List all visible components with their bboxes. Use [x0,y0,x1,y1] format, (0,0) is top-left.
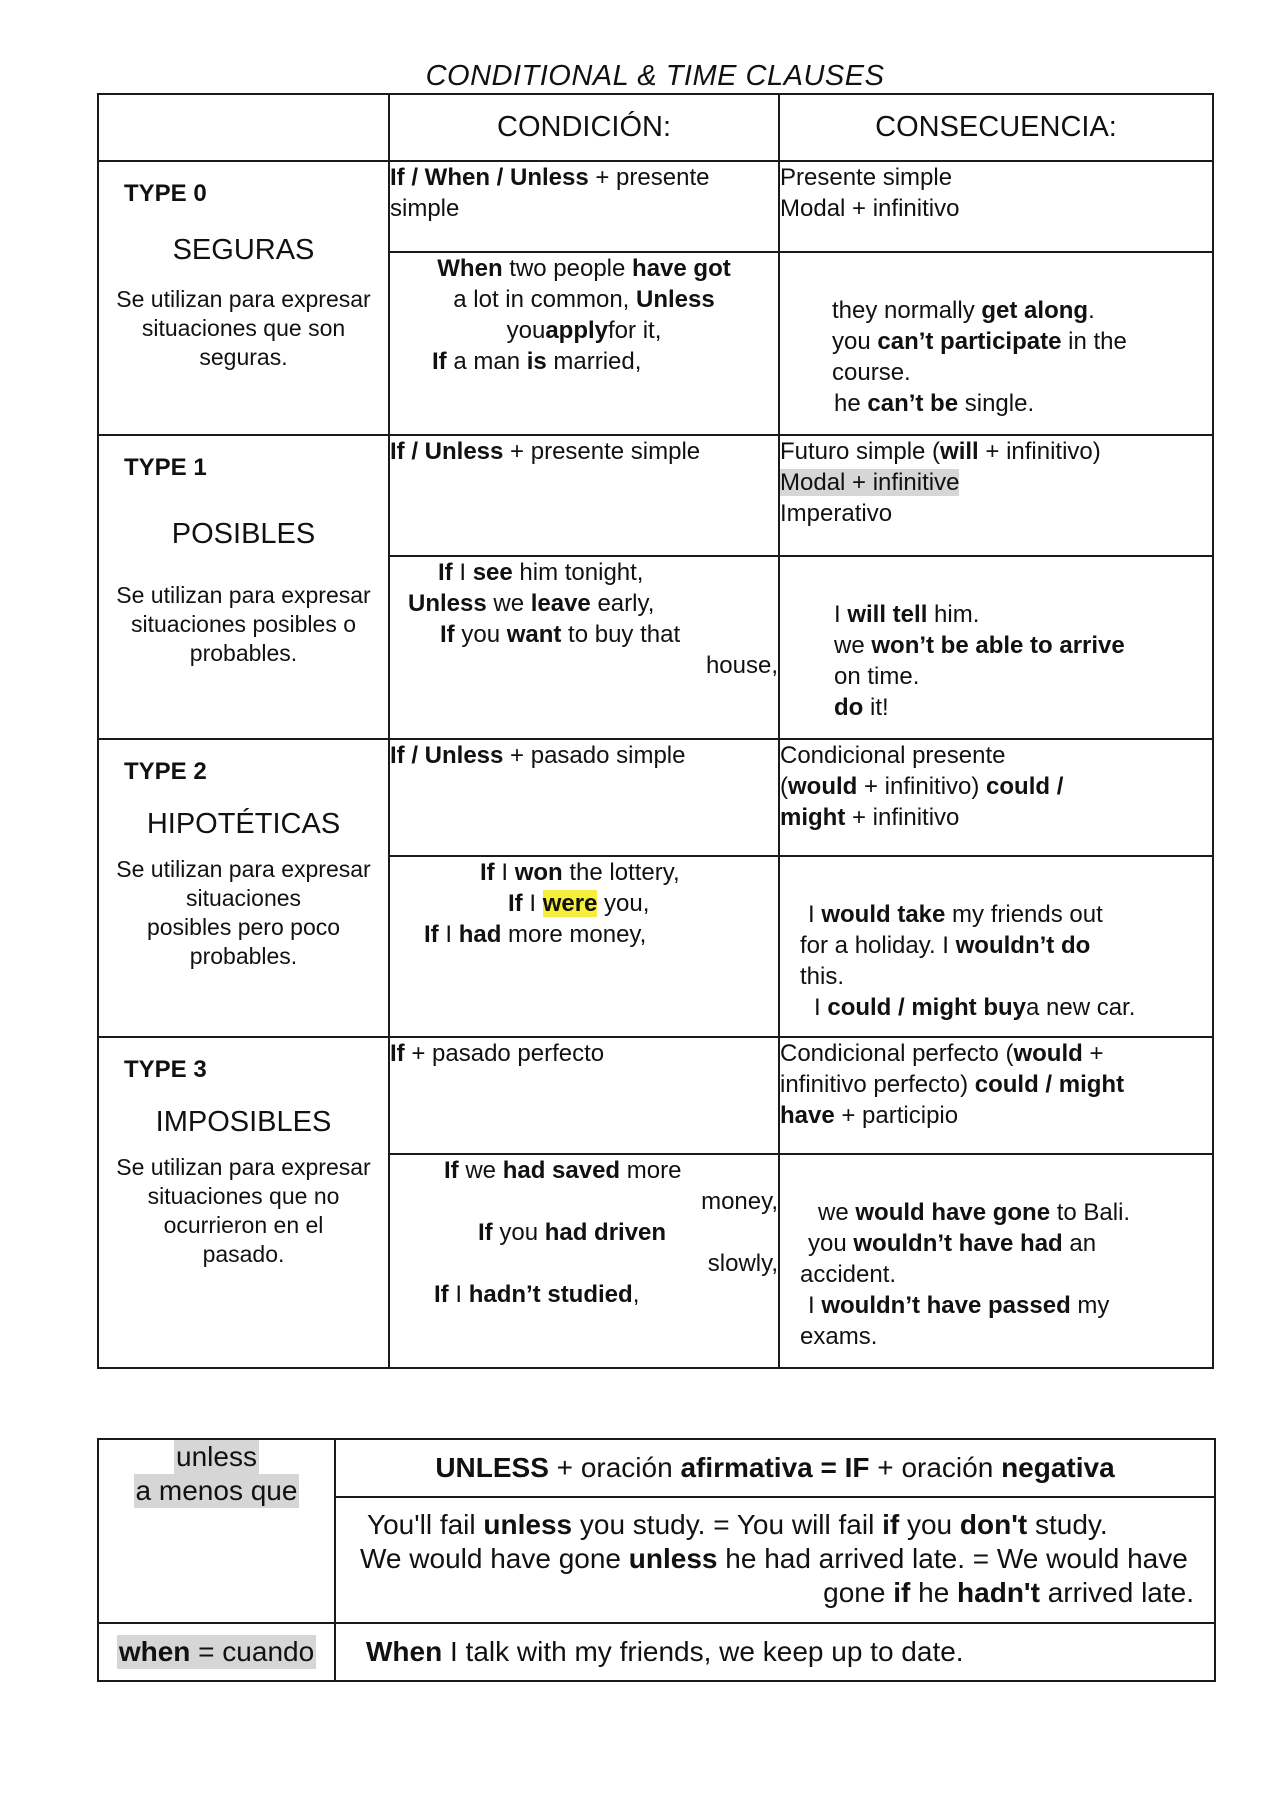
text-run: you study. = You will fail [572,1509,883,1540]
text-run: course. [832,359,911,386]
text-run: If [478,1219,493,1246]
text-run: afirmativa = IF [680,1452,870,1483]
condition-examples [389,856,779,1037]
text-run: more money, [501,921,647,948]
text-line [390,193,778,224]
desc-line: Se utilizan para expresar [116,286,371,312]
text-line [780,162,1212,193]
desc-line: posibles pero poco [146,914,341,940]
type3-cell [98,1037,389,1368]
example-line [336,1576,1194,1610]
text-run: . [1088,297,1095,324]
when-label [117,1635,316,1669]
text-run: to buy that [561,621,681,648]
text-run: Futuro simple ( [780,438,941,465]
unless-rule [335,1439,1215,1497]
condition-rule [389,161,779,252]
text-line [780,771,1212,802]
unless-rule-row [98,1439,1215,1497]
text-run: he [834,390,868,417]
text-run: unless [483,1509,573,1540]
text-line [390,162,778,193]
type-description [99,285,388,372]
text-run: have [780,1102,835,1129]
text-run: + pasado simple [503,742,686,769]
example-line [780,357,1212,388]
example-line [780,630,1212,661]
text-run: I [834,601,848,628]
when-word: when [118,1636,191,1667]
example-line [800,1228,1212,1259]
text-run: him tonight, [512,559,644,586]
text-run: Presente simple [780,164,953,191]
example-line [800,1321,1212,1352]
text-run: wouldn’t do [955,932,1091,959]
unless-examples [335,1497,1215,1623]
text-line [390,1038,778,1069]
example-line [390,1186,778,1217]
text-run: accident. [800,1261,897,1288]
unless-meaning: a menos que [135,1475,298,1506]
text-run: infinitivo perfecto) [780,1071,975,1098]
text-run: would [788,773,858,800]
header-row [98,94,1213,161]
example-line [780,388,1212,419]
text-run: If / Unless [390,438,504,465]
text-run: ( [780,773,788,800]
text-line [780,1100,1212,1131]
example-line [390,919,778,950]
desc-line: seguras. [199,344,288,370]
text-run: had driven [544,1219,667,1246]
text-run: you [899,1509,960,1540]
text-run: slowly, [707,1250,778,1277]
text-run: for a holiday. I [800,932,956,959]
text-run: an [1062,1230,1097,1257]
consequence-rule [779,161,1213,252]
text-run: this. [800,963,845,990]
consequence-rule [779,1037,1213,1154]
text-run: do [834,694,864,721]
condition-rule [389,739,779,856]
type2-cell [98,739,389,1037]
text-run: Unless [408,590,487,617]
text-run: + oración [548,1452,681,1483]
text-run: would [1013,1040,1083,1067]
text-run: a man [446,348,527,375]
header-empty-cell [98,94,389,161]
text-run: we [834,632,872,659]
text-run: a lot in common, [453,286,637,313]
condition-examples [389,556,779,739]
text-run: If [432,348,447,375]
text-run: see [472,559,513,586]
text-run: to Bali. [1050,1199,1131,1226]
when-row [98,1623,1215,1681]
type-label: TYPE 1 [124,454,207,481]
type-name: POSIBLES [171,518,316,550]
example-line [800,992,1212,1023]
condition-examples [389,1154,779,1368]
text-run: on time. [834,663,920,690]
example-line [780,295,1212,326]
example-line [390,619,778,650]
text-run: is [526,348,547,375]
type-name: SEGURAS [172,234,315,266]
desc-line: situaciones posibles o [130,611,357,637]
desc-line: Se utilizan para expresar [116,856,371,882]
text-run: + oración [869,1452,1002,1483]
text-run: you [454,621,507,648]
text-run: he had arrived late. = We would have [717,1543,1188,1574]
example-line [390,1279,778,1310]
text-run: get along [981,297,1089,324]
text-run: Imperativo [780,500,893,527]
desc-line: pasado. [202,1241,285,1267]
text-run: gone [823,1577,894,1608]
text-run: for it, [608,317,662,344]
when-meaning: = cuando [190,1636,315,1667]
text-run: you [808,1230,854,1257]
text-line [780,740,1212,771]
example-line [390,857,778,888]
type3-rule-row [98,1037,1213,1154]
text-run: have got [632,255,731,282]
example-line [336,1508,1194,1542]
text-run: were [542,890,598,917]
text-run: unless [628,1543,718,1574]
example-line [800,1259,1212,1290]
example-line [780,661,1212,692]
text-run: we [818,1199,856,1226]
text-run: don't [959,1509,1028,1540]
type-description [99,1153,388,1269]
text-run: I [808,901,822,928]
text-run: him. [927,601,980,628]
text-run: two people [502,255,633,282]
text-run: you [492,1219,545,1246]
desc-line: situaciones [185,885,302,911]
example-line [800,930,1212,961]
text-run: + presente simple [503,438,701,465]
text-run: money, [701,1188,778,1215]
type0-cell [98,161,389,435]
text-line [390,436,778,467]
condition-rule [389,1037,779,1154]
consequence-examples [779,1154,1213,1368]
text-run: had [458,921,502,948]
type1-rule-row [98,435,1213,556]
text-run: house, [705,652,778,679]
text-run: If / When / Unless [390,164,589,191]
type-description [99,855,388,971]
example-line [390,1155,778,1186]
text-run: I [522,890,543,917]
text-line [780,1069,1212,1100]
text-run: you [832,328,878,355]
text-run: you, [597,890,650,917]
text-run: If / Unless [390,742,504,769]
example-line [390,650,778,681]
text-run: will [940,438,979,465]
text-run: negativa [1001,1452,1115,1483]
text-run: can’t be [867,390,959,417]
type-name: IMPOSIBLES [155,1106,332,1138]
text-run: If [424,921,439,948]
text-line [780,436,1212,467]
text-run: hadn’t studied [468,1281,633,1308]
consequence-examples [779,556,1213,739]
example-line [390,588,778,619]
text-run: apply [545,317,609,344]
text-run: we [458,1157,503,1184]
example-line [390,315,778,346]
text-run: my [1070,1292,1110,1319]
text-run: a new car. [1026,994,1136,1021]
text-line [780,802,1212,833]
text-run: single. [958,390,1035,417]
text-run: You'll fail [367,1509,484,1540]
text-run: you [506,317,546,344]
desc-line: situaciones que no [147,1183,340,1209]
example-line [800,1197,1212,1228]
example-line [800,961,1212,992]
text-run: If [438,559,453,586]
text-run: they normally [832,297,982,324]
text-line [780,498,1212,529]
type-label: TYPE 0 [124,180,207,207]
text-run: study. [1027,1509,1108,1540]
text-run: my friends out [945,901,1103,928]
text-run: We would have gone [360,1543,629,1574]
text-run: If [434,1281,449,1308]
example-line [390,346,778,377]
example-line [390,1217,778,1248]
type-name: HIPOTÉTICAS [146,808,341,840]
example-line [390,253,778,284]
example-line [390,284,778,315]
text-run: it! [863,694,889,721]
unless-when-table [97,1438,1216,1682]
type0-rule-row [98,161,1213,252]
text-run: arrived late. [1039,1577,1194,1608]
text-run: could / might buy [827,994,1026,1021]
text-run: When [437,255,503,282]
text-run: could / might [974,1071,1125,1098]
page-title: CONDITIONAL & TIME CLAUSES [425,60,885,92]
unless-cell [98,1439,335,1623]
text-run: + infinitivo) [857,773,987,800]
when-example [335,1623,1215,1681]
text-run: If [390,1040,405,1067]
condition-rule [389,435,779,556]
text-run: want [506,621,562,648]
text-run: won’t be able to arrive [871,632,1125,659]
text-run: won [514,859,563,886]
text-line [390,740,778,771]
text-run: When [366,1636,443,1667]
example-line [780,692,1212,723]
consequence-examples [779,252,1213,435]
text-run: Modal + infinitivo [780,195,960,222]
desc-line: probables. [189,640,298,666]
example-line [780,599,1212,630]
type1-cell [98,435,389,739]
text-run: if [893,1577,911,1608]
text-run: If [440,621,455,648]
type2-rule-row [98,739,1213,856]
desc-line: probables. [189,943,298,969]
example-line [390,888,778,919]
text-run: + [1082,1040,1104,1067]
consequence-rule [779,739,1213,856]
text-run: exams. [800,1323,878,1350]
text-run: in the [1061,328,1127,355]
text-line [780,467,1212,498]
text-run: wouldn’t have passed [821,1292,1071,1319]
text-run: would take [821,901,946,928]
text-run: + infinitivo [845,804,960,831]
text-run: + pasado perfecto [404,1040,605,1067]
example-line [800,899,1212,930]
text-run: If [444,1157,459,1184]
text-line [780,1038,1212,1069]
text-run: had saved [502,1157,621,1184]
header-consequence: CONSECUENCIA: [779,94,1213,161]
text-run: might [780,804,846,831]
text-run: married, [546,348,642,375]
text-run: + infinitivo) [978,438,1101,465]
text-run: the lottery, [562,859,680,886]
text-run: + participio [834,1102,959,1129]
type-label: TYPE 3 [124,1056,207,1083]
text-run: hadn't [957,1577,1040,1608]
text-line [780,193,1212,224]
text-run: leave [530,590,591,617]
text-run: I [438,921,459,948]
text-run: I [808,1292,822,1319]
text-run: wouldn’t have had [853,1230,1063,1257]
text-run: I [448,1281,469,1308]
text-run: could / [986,773,1064,800]
text-run: will tell [847,601,928,628]
condition-examples [389,252,779,435]
desc-line: situaciones que son [141,315,346,341]
text-run: Condicional perfecto ( [780,1040,1014,1067]
conditionals-table [97,93,1214,1369]
text-run: if [882,1509,900,1540]
text-run: can’t participate [877,328,1062,355]
example-line [780,326,1212,357]
text-run: If [480,859,495,886]
text-run: Condicional presente [780,742,1006,769]
text-run: more [620,1157,682,1184]
text-run: Modal + infinitive [780,469,960,496]
text-run: simple [390,195,460,222]
example-line [390,557,778,588]
text-run: he [910,1577,958,1608]
header-condition: CONDICIÓN: [389,94,779,161]
text-run: UNLESS [435,1452,549,1483]
text-run: we [486,590,531,617]
text-run: I [814,994,828,1021]
text-run: early, [590,590,655,617]
text-run: If [508,890,523,917]
consequence-examples [779,856,1213,1037]
unless-word: unless [176,1441,257,1472]
text-run: I [494,859,515,886]
desc-line: ocurrieron en el [163,1212,324,1238]
text-run: would have gone [855,1199,1051,1226]
type-label: TYPE 2 [124,758,207,785]
text-run: , [632,1281,640,1308]
text-run: I talk with my friends, we keep up to date. [442,1636,964,1667]
example-line [390,1248,778,1279]
when-cell [98,1623,335,1681]
desc-line: Se utilizan para expresar [116,582,371,608]
text-run: + presente [588,164,710,191]
text-run: Unless [636,286,715,313]
consequence-rule [779,435,1213,556]
text-run: I [452,559,473,586]
desc-line: Se utilizan para expresar [116,1154,371,1180]
example-line [336,1542,1194,1576]
example-line [800,1290,1212,1321]
type-description [99,581,388,668]
